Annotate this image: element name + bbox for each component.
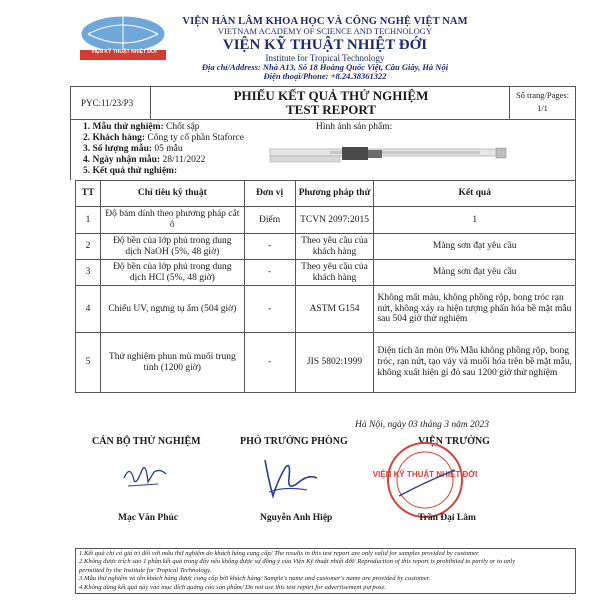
page-count — [509, 87, 575, 119]
tester-role: CÁN BỘ THỬ NGHIỆM — [92, 436, 201, 447]
row-method: Theo yêu cầu của khách hàng — [295, 260, 374, 286]
org-name-en: VIETNAM ACADEMY OF SCIENCE AND TECHNOLOGY — [217, 26, 433, 37]
org-name-vn: VIỆN HÀN LÂM KHOA HỌC VÀ CÔNG NGHỆ VIỆT NAM — [182, 16, 468, 27]
row-method: JIS 5802:1999 — [295, 333, 374, 393]
results-line — [83, 166, 177, 176]
customer-line — [83, 133, 244, 143]
pages-label: Số trang/Pages: — [515, 90, 570, 100]
quantity-value: 05 mẫu — [154, 144, 183, 154]
row-result: Màng sơn đạt yêu cầu — [374, 234, 576, 260]
deputy-name: Nguyễn Anh Hiệp — [260, 513, 333, 523]
footer-notes — [75, 548, 576, 594]
quantity-label: 3. Số lượng mẫu: — [83, 144, 153, 154]
pages-value: 1/1 — [537, 102, 548, 113]
col-header-unit: Đơn vị — [244, 181, 295, 207]
sign-date: Hà Nội, ngày 03 tháng 3 năm 2023 — [355, 420, 490, 430]
row-tt: 4 — [76, 286, 101, 333]
row-criterion: Độ bền của lớp phủ trong dung dịch NaOH (5%, 48 giờ) — [100, 234, 244, 260]
sample-label: 1. Mẫu thử nghiệm: — [83, 122, 164, 132]
row-unit: - — [244, 234, 295, 260]
row-tt: 3 — [76, 260, 101, 286]
received-line — [83, 155, 205, 165]
results-table — [75, 180, 576, 393]
row-method: TCVN 2097:2015 — [295, 207, 374, 234]
institute-name-vn: VIỆN KỸ THUẬT NHIỆT ĐỚI — [222, 36, 428, 53]
report-title-en: TEST REPORT — [286, 102, 376, 117]
customer-label: 2. Khách hàng: — [83, 133, 146, 143]
title-band — [70, 86, 576, 120]
table-row — [76, 286, 576, 333]
footer-note: 4.Không dùng kết quả này vào mục đích quảng cáo sản phẩm/ Do not use this test report for advertisement purpose. — [79, 583, 387, 591]
tester-name: Mạc Văn Phúc — [118, 513, 178, 523]
row-criterion: Độ bám dính theo phương pháp cắt ô — [100, 207, 244, 234]
tester-signature-icon — [120, 458, 170, 492]
row-method: ASTM G154 — [295, 286, 374, 333]
request-code: PYC:11/23/P3 — [71, 87, 151, 119]
row-result: Không mất màu, không phồng rộp, bong tróc rạn nứt, không xảy ra hiện tượng phấn hóa bề mặt mẫu sau 504 giờ thử nghiệm — [374, 286, 576, 333]
quantity-line — [83, 144, 183, 154]
report-title — [151, 87, 511, 119]
row-unit: Điểm — [244, 207, 295, 234]
phone: Điện thoại/Phone: +8.24.38361322 — [263, 71, 387, 82]
footer-note: permitted by the Institute for Tropical Technology. — [79, 566, 212, 574]
organization-block — [150, 16, 500, 81]
row-method: Theo yêu cầu của khách hàng — [295, 234, 374, 260]
product-image-label: Hình ảnh sản phẩm: — [316, 122, 393, 132]
row-tt: 2 — [76, 234, 101, 260]
institute-name-en: Institute for Tropical Technology — [265, 52, 385, 63]
row-unit: - — [244, 286, 295, 333]
row-result: Diện tích ăn mòn 0% Mẫu không phồng rộp, bong tróc, rạn nứt, tạo vảy và muối hóa trên bề mặt mẫu, không xuất hiện gỉ đỏ sau 1200 giờ thử nghiệm — [374, 333, 576, 393]
deputy-role: PHÓ TRƯỞNG PHÒNG — [240, 436, 348, 447]
table-header-row — [76, 181, 576, 207]
sample-value: Chốt sập — [166, 122, 200, 132]
product-photo — [270, 145, 510, 165]
customer-value: Công ty cổ phần Staforce — [147, 133, 244, 143]
row-result: 1 — [374, 207, 576, 234]
row-criterion: Chiếu UV, ngưng tụ ẩm (504 giờ) — [100, 286, 244, 333]
col-header-criterion: Chỉ tiêu kỹ thuật — [100, 181, 244, 207]
row-unit: - — [244, 333, 295, 393]
received-label: 4. Ngày nhận mẫu: — [83, 155, 161, 165]
report-title-vn: PHIẾU KẾT QUẢ THỬ NGHIỆM — [233, 88, 429, 103]
address: Địa chỉ/Address: Nhà A13, Số 18 Hoàng Quốc Việt, Cầu Giấy, Hà Nội — [201, 62, 449, 73]
row-result: Màng sơn đạt yêu cầu — [374, 260, 576, 286]
table-row — [76, 260, 576, 286]
table-row — [76, 207, 576, 234]
col-header-tt: TT — [76, 181, 101, 207]
stamp-text: VIỆN KỸ THUẬT NHIỆT ĐỚI — [372, 470, 478, 479]
sample-line — [83, 122, 200, 132]
received-value: 28/11/2022 — [162, 155, 206, 165]
footer-note: 1.Kết quả chỉ có giá trị đối với mẫu thử nghiệm do khách hàng cung cấp/ The results in this test report are only valid for samples provided by customer. — [79, 550, 480, 557]
logo-caption: VIỆN KỸ THUẬT NHIỆT ĐỚI — [91, 49, 157, 55]
report-header — [0, 6, 600, 88]
table-row — [76, 333, 576, 393]
table-row — [76, 234, 576, 260]
row-tt: 1 — [76, 207, 101, 234]
footer-note: 2.Không được trích sao 1 phần kết quả trong đây nếu không được sự đồng ý của Viện Kỹ thuật nhiệt đới/ Reproduction of this report is prohibited to partly or to only — [79, 558, 516, 566]
col-header-method: Phương pháp thử — [295, 181, 374, 207]
director-name: Trần Đại Lâm — [418, 513, 476, 523]
row-criterion: Độ bền của lớp phủ trong dung dịch HCl (5%, 48 giờ) — [100, 260, 244, 286]
row-tt: 5 — [76, 333, 101, 393]
footer-note: 3.Mẫu thử nghiệm và tên khách hàng được cung cấp bởi khách hàng/ Sample's name and customer's name are provided by customer. — [79, 575, 431, 583]
director-role: VIỆN TRƯỞNG — [418, 436, 490, 447]
col-header-result: Kết quả — [374, 181, 576, 207]
row-criterion: Thử nghiệm phun mù muối trung tính (1200 giờ) — [100, 333, 244, 393]
deputy-signature-icon — [255, 452, 325, 502]
row-unit: - — [244, 260, 295, 286]
results-label: 5. Kết quả thử nghiệm: — [83, 166, 178, 176]
